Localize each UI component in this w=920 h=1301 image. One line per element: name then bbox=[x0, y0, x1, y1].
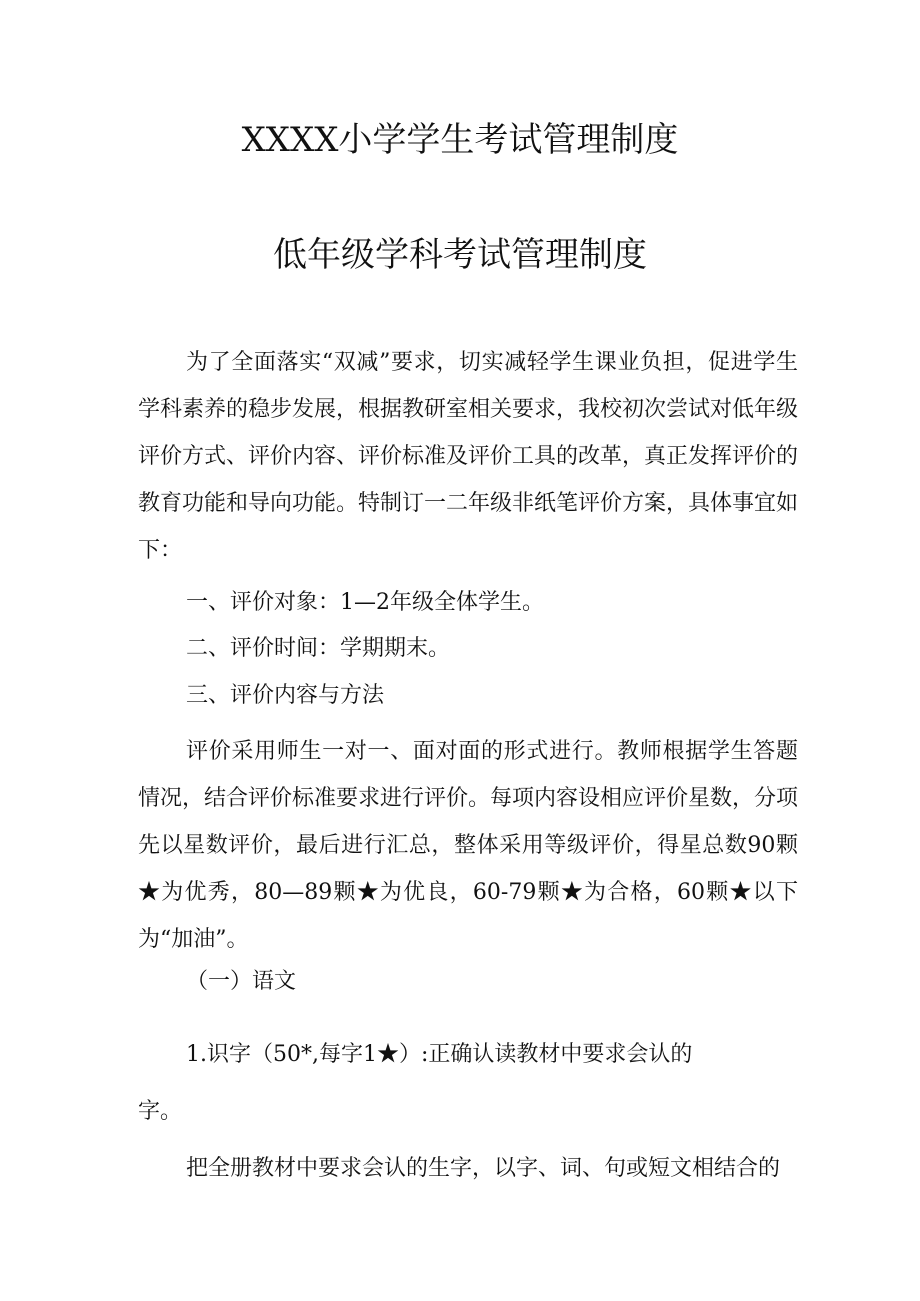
literacy-item-line2: 字。 bbox=[138, 1099, 183, 1124]
literacy-item-line1: 1.识字（50*,每字1★）:正确认读教材中要求会认的 bbox=[186, 1042, 693, 1067]
item-evaluation-time: 二、评价时间：学期期末。 bbox=[186, 636, 451, 661]
document-subtitle: 低年级学科考试管理制度 bbox=[273, 235, 647, 275]
section-heading-chinese: （一）语文 bbox=[186, 969, 297, 994]
item-evaluation-target: 一、评价对象：1—2年级全体学生。 bbox=[186, 590, 544, 615]
item-evaluation-content: 三、评价内容与方法 bbox=[186, 683, 385, 708]
intro-paragraph: 为了全面落实“双减”要求，切实减轻学生课业负担，促进学生学科素养的稳步发展，根据教研室相关要求，我校初次尝试对低年级评价方式、评价内容、评价标准及评价工具的改革，真正发挥评价的教育功能和导向功能。特制订一二年级非纸笔评价方案，具体事宜如下： bbox=[138, 350, 799, 563]
document-title: XXXX小学学生考试管理制度 bbox=[241, 120, 679, 160]
literacy-method-paragraph: 把全册教材中要求会认的生字，以字、词、句或短文相结合的 bbox=[186, 1156, 781, 1181]
method-paragraph: 评价采用师生一对一、面对面的形式进行。教师根据学生答题情况，结合评价标准要求进行评价。每项内容设相应评价星数，分项先以星数评价，最后进行汇总，整体采用等级评价，得星总数90颗★为优秀，80—89颗★为优良，60-79颗★为合格，60颗★以下为“加油”。 bbox=[138, 739, 799, 952]
